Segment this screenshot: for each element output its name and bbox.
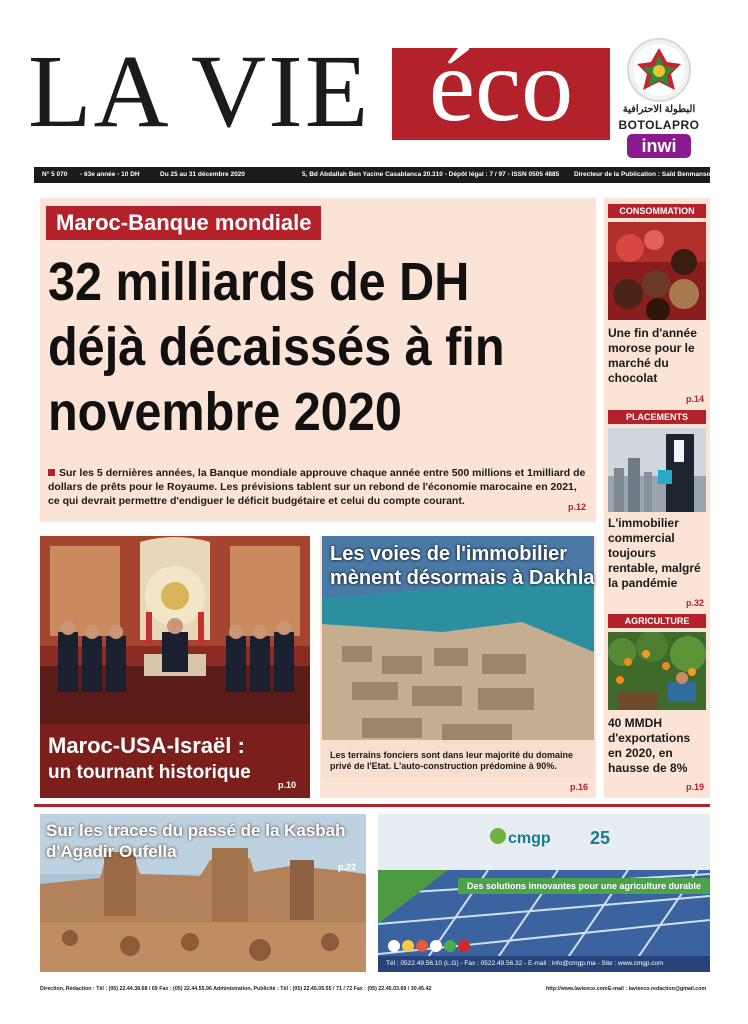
ad-tagline: Des solutions innovantes pour une agriculture durable [458,878,710,894]
botola-pro-logo[interactable] [617,38,701,160]
footer-email[interactable]: E-mail : lavieeco.redaction@gmail.com [608,986,707,992]
sidebar-page-ref-1: p.14 [685,394,704,404]
chocolate-photo [608,222,706,320]
footer [40,983,710,995]
kasbah-title-line2: d'Agadir Oufella [46,842,177,861]
story2-caption: Les terrains fonciers sont dans leur majorité du domaine privé de l'Etat. L'auto-construction prédomine à 90%. [330,750,574,771]
story1-title-line1: Maroc-USA-Israël : [48,733,245,758]
masthead-logo[interactable] [28,30,608,160]
publication-director: Directeur de la Publication : Saïd Benmansour [574,171,718,178]
sidebar-tag-placements[interactable]: PLACEMENTS [608,410,706,424]
lead-summary [48,466,588,508]
story2-title-line1: Les voies de l'immobilier [330,543,568,565]
sidebar-page-ref-3: p.19 [685,782,704,792]
issue-number: N° 5 070 [42,171,68,178]
story2-title [330,542,595,590]
lead-story[interactable] [40,198,596,522]
issue-dates: Du 25 au 31 décembre 2020 [160,171,245,178]
footer-website[interactable]: http://www.lavieeco.com [546,986,608,992]
masthead-eco-box [392,28,610,143]
ad-contact-line: Tél : 0522.49.56.10 (L.G) - Fax : 0522.49.56.32 - E-mail : info@cmgp.ma - Site : www.cmgp.com [386,960,664,967]
sidebar-title-immobilier[interactable]: L'immobilier commercial toujours rentable, malgré la pandémie [608,516,701,590]
story-maroc-usa-israel[interactable] [40,536,310,798]
masthead-title-eco: éco [428,28,574,143]
story2-page-ref: p.16 [569,782,588,792]
sidebar-tag-consommation[interactable]: CONSOMMATION [608,204,706,218]
footer-contacts: Direction, Rédaction : Tél : (05) 22.44.38.68 / 69 Fax : (05) 22.44.55.96 Administration, Publicité : Tél : (05) 22.45.05.55 / 71 / 72 Fax : (05) 22.45.03.69 / 30.45.42 [40,986,432,992]
issue-info-bar [34,167,718,183]
real-estate-photo [608,428,706,512]
royal-meeting-photo [40,536,310,724]
publisher-address: 5, Bd Abdallah Ben Yacine Casablanca 20.310 - Dépôt légal : 7 / 97 - ISSN 0505 4885 [302,171,560,178]
inwi-logo: inwi [627,134,691,158]
orange-harvest-photo [608,632,706,710]
cmgp-advertisement[interactable] [378,814,710,972]
kasbah-title [46,820,346,862]
issue-edition: - 63e année - 10 DH [80,171,140,178]
story1-title [48,732,251,786]
story-dakhla[interactable] [320,536,596,798]
lead-headline[interactable]: 32 milliards de DH déjà décaissés à fin novembre 2020 [48,252,505,442]
lead-kicker: Maroc-Banque mondiale [46,206,321,240]
sidebar-tag-agriculture[interactable]: AGRICULTURE [608,614,706,628]
lead-summary-text: Sur les 5 dernières années, la Banque mondiale approuve chaque année entre 500 millions et 1milliard de dollars de prêts pour le Royaume. Les prévisions tablent sur un rebond de l'économie marocaine en 2021, ce qui devrait permettre d'endiguer le déficit budgétaire et celui du compte courant. [48,467,586,507]
story1-page-ref: p.10 [277,780,296,790]
sidebar-title-exportations[interactable]: 40 MMDH d'exportations en 2020, en hausse de 8% [608,716,691,775]
botola-pro-label: BOTOLAPRO [618,118,700,132]
botola-arabic-label: البطولة الاحترافية [622,104,696,115]
kasbah-page-ref: p.22 [338,862,357,872]
bullet-square-icon [48,469,55,476]
section-divider [34,804,710,807]
botola-emblem-icon [627,38,691,102]
kasbah-title-line1: Sur les traces du passé de la Kasbah [46,821,346,840]
cmgp-logo: cmgp [508,830,551,847]
sidebar-page-ref-2: p.32 [685,598,704,608]
story1-title-line2: un tournant historique [48,762,251,783]
lead-page-ref: p.12 [567,502,586,512]
masthead-title-lavie: LA VIE [28,34,371,149]
anniversary-badge: 25 [590,828,611,848]
sidebar-title-chocolat[interactable]: Une fin d'année morose pour le marché du chocolat [608,326,697,385]
story-kasbah[interactable] [40,814,366,972]
story2-title-line2: mènent désormais à Dakhla [330,567,595,589]
sidebar [604,198,710,798]
